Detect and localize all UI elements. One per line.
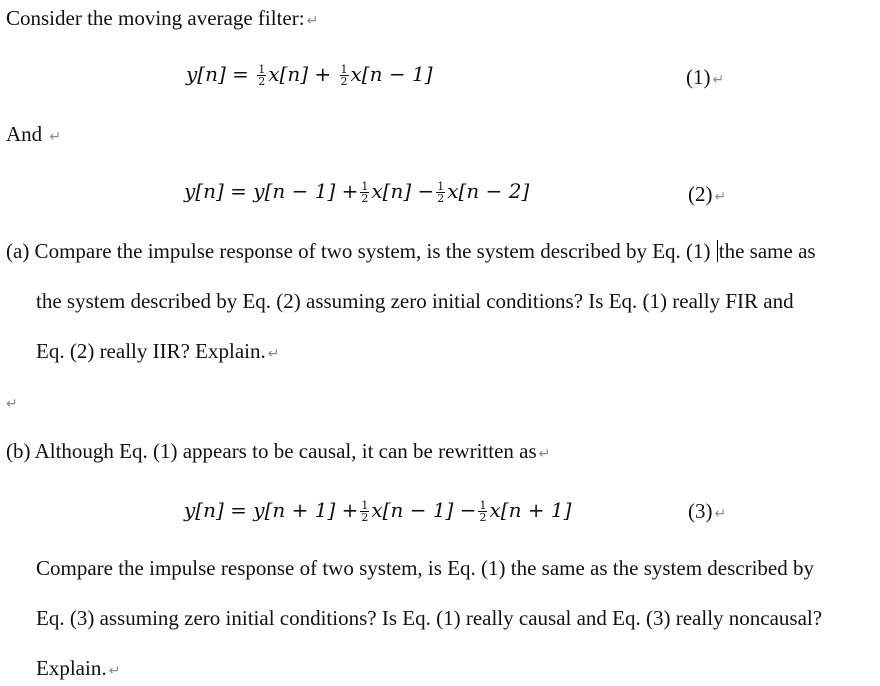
eq2-lhs: y[n] xyxy=(184,179,224,203)
and-paragraph[interactable] xyxy=(6,121,61,150)
equation-3[interactable] xyxy=(184,497,571,523)
paragraph-mark-icon: ↵ xyxy=(306,13,319,29)
part-b-line-1[interactable]: (b) Although Eq. (1) appears to be causal, it can be rewritten as ↵ xyxy=(6,439,551,463)
eq3-term-0: y[n + 1] xyxy=(253,498,336,522)
equation-1[interactable] xyxy=(186,61,433,87)
eq2-fraction-1: $\frac{1}{2}$ xyxy=(361,180,369,205)
paragraph-mark-icon: ↵ xyxy=(267,346,280,362)
eq1-fraction-2: $\frac{1}{2}$ xyxy=(340,63,348,88)
part-a-line-3[interactable]: Eq. (2) really IIR? Explain. ↵ xyxy=(36,339,280,363)
eq2-equals: = xyxy=(230,179,247,203)
paragraph-mark-icon: ↵ xyxy=(712,72,725,88)
paragraph-mark-icon: ↵ xyxy=(714,189,727,205)
equation-3-number: (3) ↵ xyxy=(688,499,727,523)
intro-text: Consider the moving average filter: xyxy=(6,6,305,30)
equation-1-number: (1) ↵ xyxy=(686,65,725,89)
eq3-fraction-1: $\frac{1}{2}$ xyxy=(361,499,369,524)
and-text: And xyxy=(6,122,43,146)
equation-2[interactable] xyxy=(184,178,529,204)
eq2-term-1: x[n] xyxy=(371,179,412,203)
eq3-minus: − xyxy=(459,498,477,522)
eq1-term-2: x[n − 1] xyxy=(350,62,433,86)
paragraph-mark-icon: ↵ xyxy=(6,396,18,412)
eq2-term-2: x[n − 2] xyxy=(447,179,530,203)
paragraph-mark-icon: ↵ xyxy=(108,663,121,679)
empty-paragraph[interactable] xyxy=(4,388,18,417)
eq1-fraction-1: $\frac{1}{2}$ xyxy=(258,63,266,88)
eq3-plus: + xyxy=(341,498,359,522)
eq3-lhs: y[n] xyxy=(184,498,224,522)
eq1-lhs: y[n] xyxy=(186,62,226,86)
eq2-plus: + xyxy=(341,179,359,203)
eq2-term-0: y[n − 1] xyxy=(253,179,336,203)
eq2-fraction-2: $\frac{1}{2}$ xyxy=(437,180,445,205)
intro-paragraph[interactable] xyxy=(6,5,318,34)
part-a-line-2[interactable]: the system described by Eq. (2) assuming zero initial conditions? Is Eq. (1) really FIR and xyxy=(36,289,794,313)
eq1-plus: + xyxy=(314,62,332,86)
part-b-line-4[interactable]: Explain. ↵ xyxy=(36,656,121,680)
eq2-minus: − xyxy=(417,179,435,203)
part-a-line-1[interactable]: (a) Compare the impulse response of two system, is the system described by Eq. (1) the same as xyxy=(6,239,816,263)
paragraph-mark-icon: ↵ xyxy=(714,506,727,522)
text-cursor xyxy=(717,240,718,262)
eq3-equals: = xyxy=(230,498,247,522)
eq3-term-1: x[n − 1] xyxy=(371,498,454,522)
equation-2-number: (2) ↵ xyxy=(688,182,727,206)
eq1-equals: = xyxy=(232,62,249,86)
eq3-fraction-2: $\frac{1}{2}$ xyxy=(479,499,487,524)
paragraph-mark-icon: ↵ xyxy=(538,446,551,462)
part-b-line-2[interactable]: Compare the impulse response of two system, is Eq. (1) the same as the system described by xyxy=(36,556,815,580)
paragraph-mark-icon: ↵ xyxy=(49,129,62,145)
eq1-term-1: x[n] xyxy=(268,62,309,86)
eq3-term-2: x[n + 1] xyxy=(489,498,572,522)
part-b-line-3[interactable]: Eq. (3) assuming zero initial conditions? Is Eq. (1) really causal and Eq. (3) really noncausal? xyxy=(36,606,823,630)
